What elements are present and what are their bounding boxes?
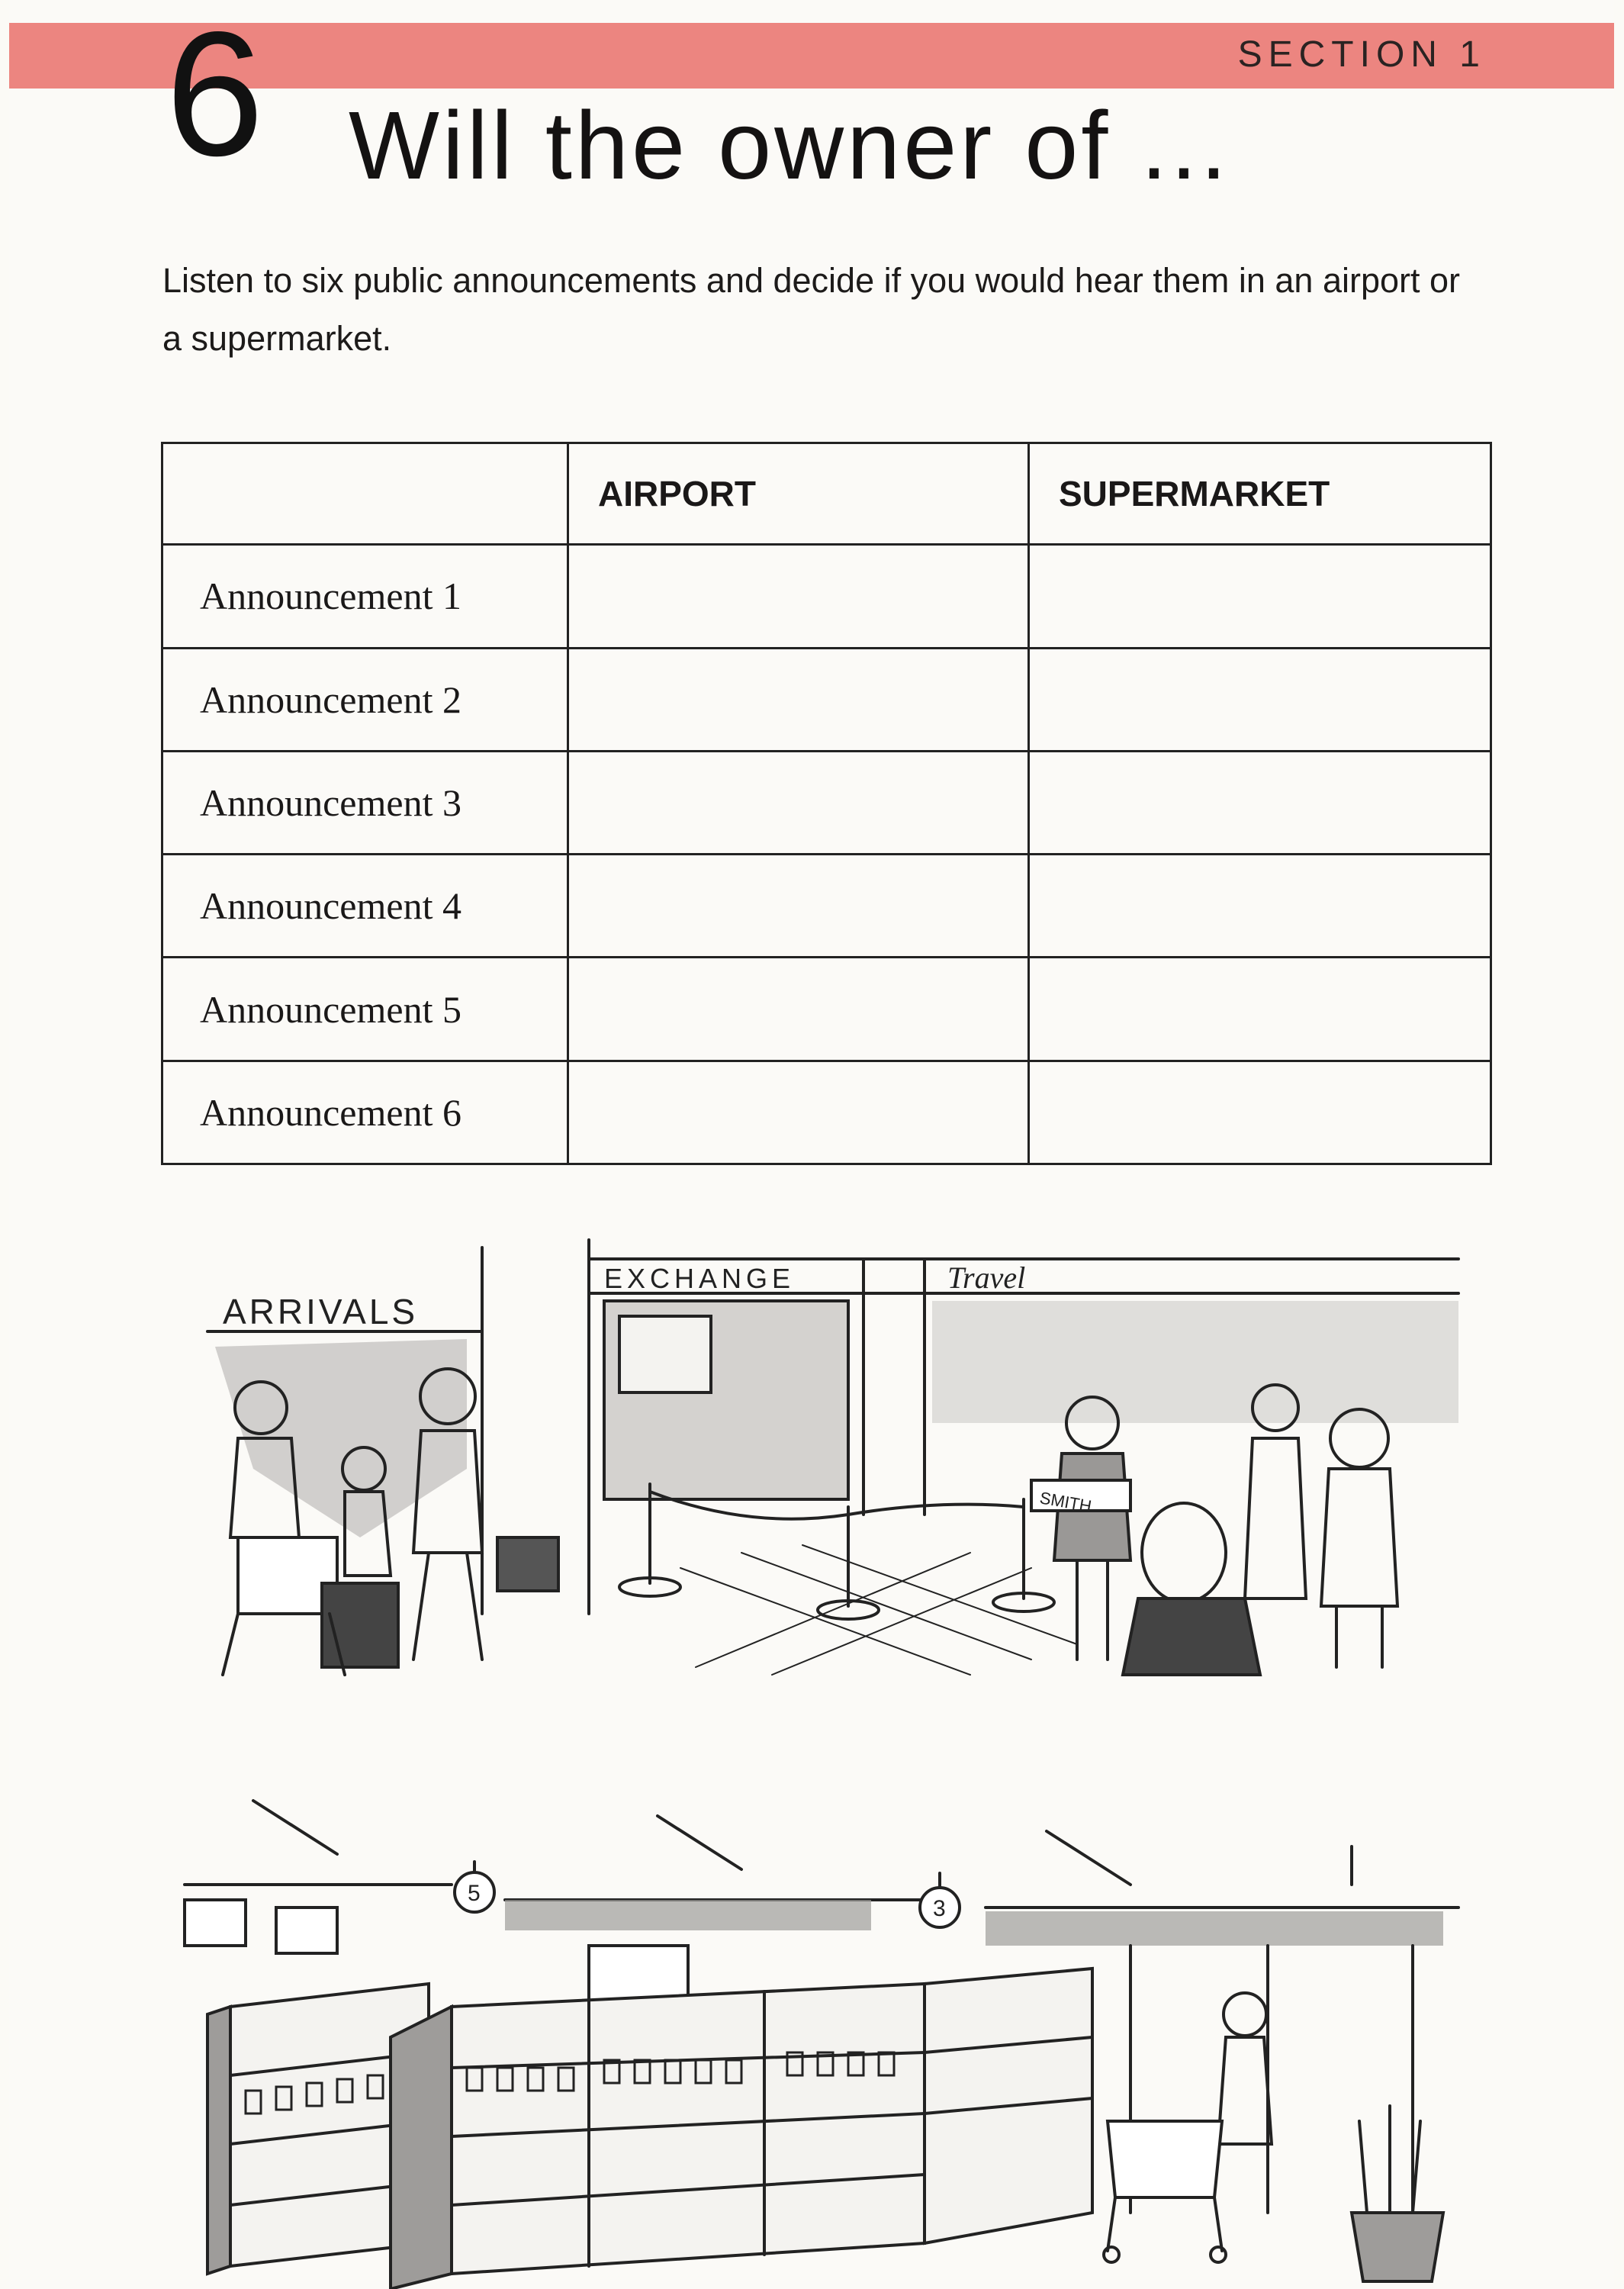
supermarket-answer-cell[interactable] [1029, 751, 1491, 854]
supermarket-answer-cell[interactable] [1029, 855, 1491, 958]
table-row [162, 1061, 1491, 1164]
airport-answer-cell[interactable] [568, 958, 1029, 1061]
waiting-people [1031, 1385, 1397, 1675]
airport-answer-cell[interactable] [568, 545, 1029, 648]
table-header-empty [162, 443, 568, 545]
row-label: Announcement 2 [162, 648, 568, 751]
aisle-sign-5 [455, 1862, 494, 1912]
svg-text:5: 5 [468, 1881, 481, 1906]
airport-answer-cell[interactable] [568, 648, 1029, 751]
table-row [162, 648, 1491, 751]
column-header-airport: AIRPORT [568, 443, 1029, 545]
supermarket-answer-cell[interactable] [1029, 545, 1491, 648]
table-row [162, 545, 1491, 648]
airport-answer-cell[interactable] [568, 1061, 1029, 1164]
aisle-sign-3 [920, 1873, 960, 1927]
exchange-sign: EXCHANGE [604, 1263, 796, 1294]
row-label: Announcement 4 [162, 855, 568, 958]
airport-illustration [162, 1217, 1489, 1690]
supermarket-answer-cell[interactable] [1029, 958, 1491, 1061]
table-row [162, 751, 1491, 854]
row-label: Announcement 6 [162, 1061, 568, 1164]
worksheet-page [9, 0, 1614, 2289]
supermarket-answer-cell[interactable] [1029, 1061, 1491, 1164]
supermarket-illustration [162, 1785, 1489, 2289]
answer-table [161, 442, 1492, 1165]
unit-number: 6 [166, 0, 265, 193]
table-header-row [162, 443, 1491, 545]
name-placard: SMITH [1038, 1488, 1093, 1516]
supermarket-answer-cell[interactable] [1029, 648, 1491, 751]
arrivals-sign: ARRIVALS [223, 1292, 419, 1331]
svg-text:3: 3 [933, 1896, 946, 1921]
shelving-units [207, 1969, 1092, 2289]
column-header-supermarket: SUPERMARKET [1029, 443, 1491, 545]
table-row [162, 958, 1491, 1061]
row-label: Announcement 5 [162, 958, 568, 1061]
section-label: SECTION 1 [1237, 34, 1486, 75]
queue-barrier [619, 1484, 1054, 1619]
travel-sign: Travel [947, 1260, 1026, 1295]
airport-answer-cell[interactable] [568, 751, 1029, 854]
page-title: Will the owner of ... [349, 92, 1230, 199]
row-label: Announcement 3 [162, 751, 568, 854]
row-label: Announcement 1 [162, 545, 568, 648]
instructions-text: Listen to six public announcements and decide if you would hear them in an airport or a supermarket. [162, 261, 1461, 358]
airport-answer-cell[interactable] [568, 855, 1029, 958]
table-row [162, 855, 1491, 958]
